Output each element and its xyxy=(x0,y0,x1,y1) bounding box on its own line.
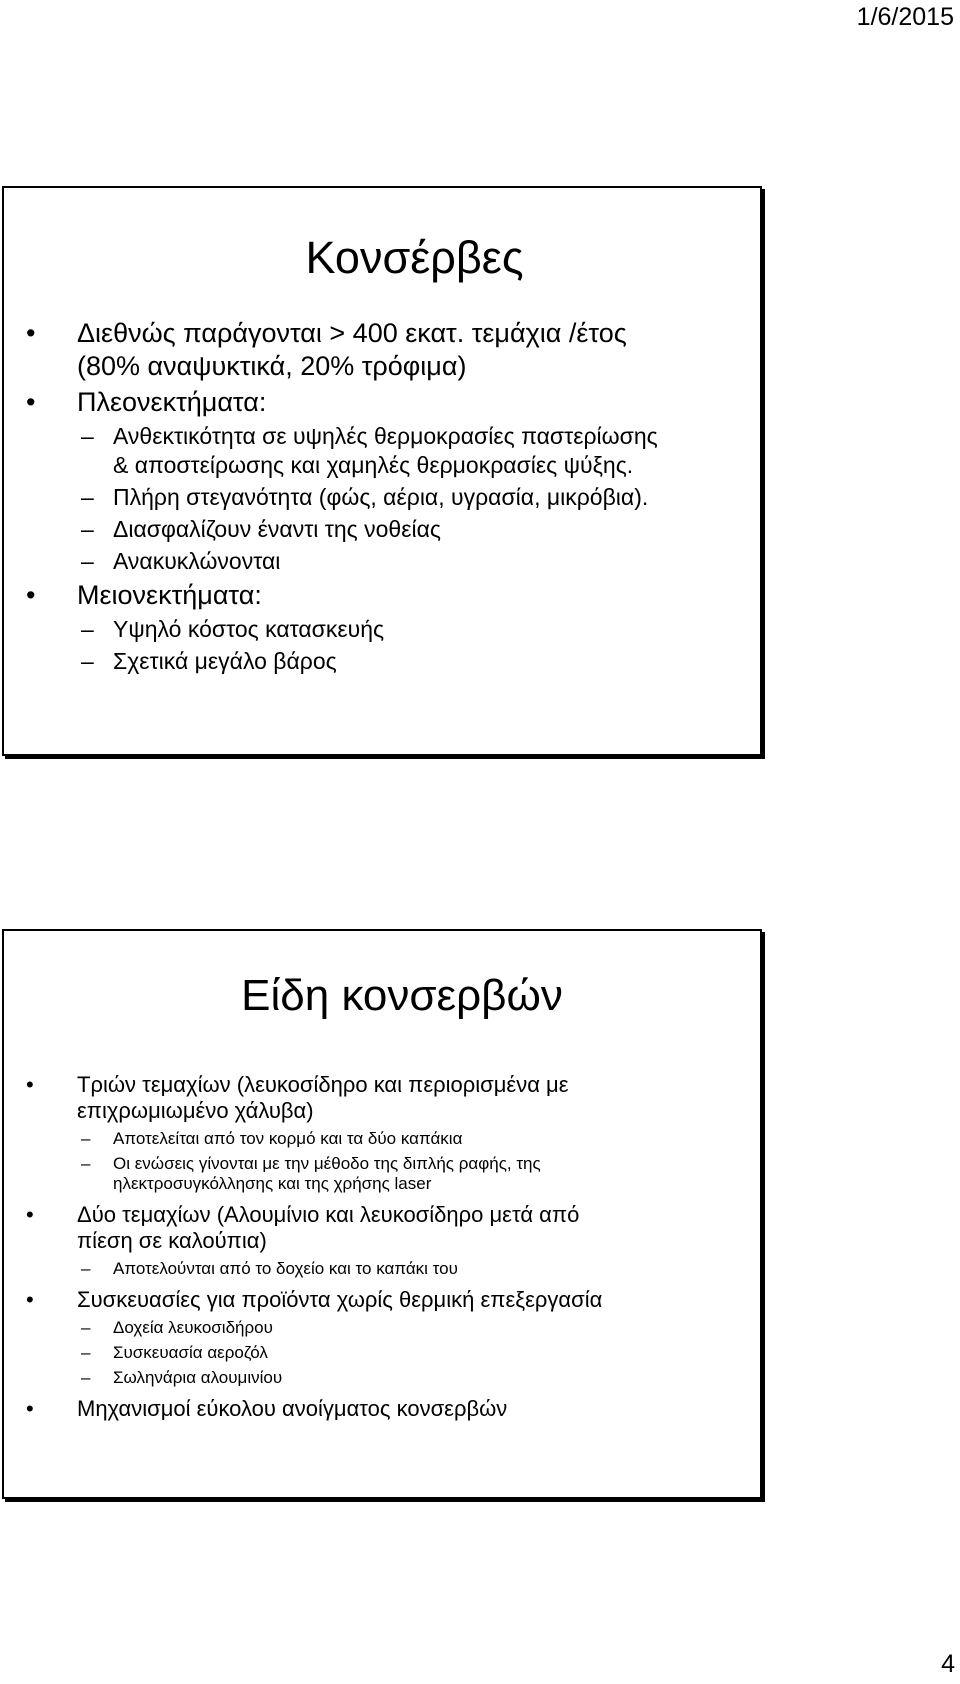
sub-bullet-item xyxy=(26,1318,752,1338)
sub-bullet-item xyxy=(26,1343,752,1363)
bullet-text-line: επιχρωμιωμένο χάλυβα) xyxy=(77,1098,314,1123)
sub-bullet-item xyxy=(26,1368,752,1388)
bullet-text-line: (80% αναψυκτικά, 20% τρόφιμα) xyxy=(77,351,467,381)
bullet-item xyxy=(26,1072,752,1124)
bullet-text-line: • Δύο τεμαχίων (Αλουμίνιο και λευκοσίδηρο μετά από xyxy=(77,1202,580,1227)
bullet-text-line: – Οι ενώσεις γίνονται με την μέθοδο της διπλής ραφής, της xyxy=(113,1154,541,1173)
bullet-item xyxy=(26,1396,752,1422)
slide-title: Κονσέρβες xyxy=(305,232,524,283)
slide-title: Είδη κονσερβών xyxy=(241,971,563,1020)
bullet-text-line: • Τριών τεμαχίων (λευκοσίδηρο και περιορισμένα με xyxy=(77,1072,569,1097)
bullet-text-line: • Διεθνώς παράγονται > 400 εκατ. τεμάχια /έτος xyxy=(77,318,627,348)
page-number: 4 xyxy=(941,1650,955,1678)
sub-bullet-item xyxy=(26,1129,752,1149)
bullet-text-line: πίεση σε καλούπια) xyxy=(77,1228,267,1253)
bullet-text-line: – Σχετικά μεγάλο βάρος xyxy=(113,648,337,674)
slide-konserves xyxy=(2,186,762,756)
bullet-text-line: – Υψηλό κόστος κατασκευής xyxy=(113,616,385,642)
bullet-text-line: – Διασφαλίζουν έναντι της νοθείας xyxy=(113,516,441,542)
print-date: 1/6/2015 xyxy=(856,3,954,31)
bullet-item xyxy=(26,386,752,419)
slide-bullet-list xyxy=(26,1064,752,1422)
bullet-item xyxy=(26,317,752,383)
bullet-text-line: • Μηχανισμοί εύκολου ανοίγματος κονσερβών xyxy=(77,1396,508,1421)
slide-bullet-list xyxy=(26,314,752,676)
sub-bullet-item xyxy=(26,1259,752,1279)
sub-bullet-item xyxy=(26,483,752,512)
bullet-text-line: – Αποτελούνται από το δοχείο και το καπάκι του xyxy=(113,1259,458,1278)
bullet-text-line: – Συσκευασία αεροζόλ xyxy=(113,1343,268,1362)
bullet-item xyxy=(26,1202,752,1254)
slide-eidi-konservon xyxy=(2,929,762,1499)
bullet-item xyxy=(26,579,752,612)
bullet-text-line: – Πλήρη στεγανότητα (φώς, αέρια, υγρασία, μικρόβια). xyxy=(113,484,649,510)
bullet-text-line: – Σωληνάρια αλουμινίου xyxy=(113,1368,283,1387)
sub-bullet-item xyxy=(26,515,752,544)
bullet-text-line: – Ανακυκλώνονται xyxy=(113,548,281,574)
bullet-item xyxy=(26,1287,752,1313)
bullet-text-line: – Αποτελείται από τον κορμό και τα δύο καπάκια xyxy=(113,1129,463,1148)
sub-bullet-item xyxy=(26,647,752,676)
sub-bullet-item xyxy=(26,547,752,576)
sub-bullet-item xyxy=(26,615,752,644)
bullet-text-line: • Συσκευασίες για προϊόντα χωρίς θερμική επεξεργασία xyxy=(77,1287,603,1312)
bullet-text-line: ηλεκτροσυγκόλλησης και της χρήσης laser xyxy=(113,1174,432,1193)
bullet-text-line: – Ανθεκτικότητα σε υψηλές θερμοκρασίες παστερίωσης xyxy=(113,423,658,449)
sub-bullet-item xyxy=(26,1154,752,1194)
sub-bullet-item xyxy=(26,422,752,480)
bullet-text-line: • Μειονεκτήματα: xyxy=(77,580,262,610)
bullet-text-line: • Πλεονεκτήματα: xyxy=(77,387,267,417)
bullet-text-line: & αποστείρωσης και χαμηλές θερμοκρασίες ψύξης. xyxy=(113,452,634,478)
bullet-text-line: – Δοχεία λευκοσιδήρου xyxy=(113,1318,273,1337)
